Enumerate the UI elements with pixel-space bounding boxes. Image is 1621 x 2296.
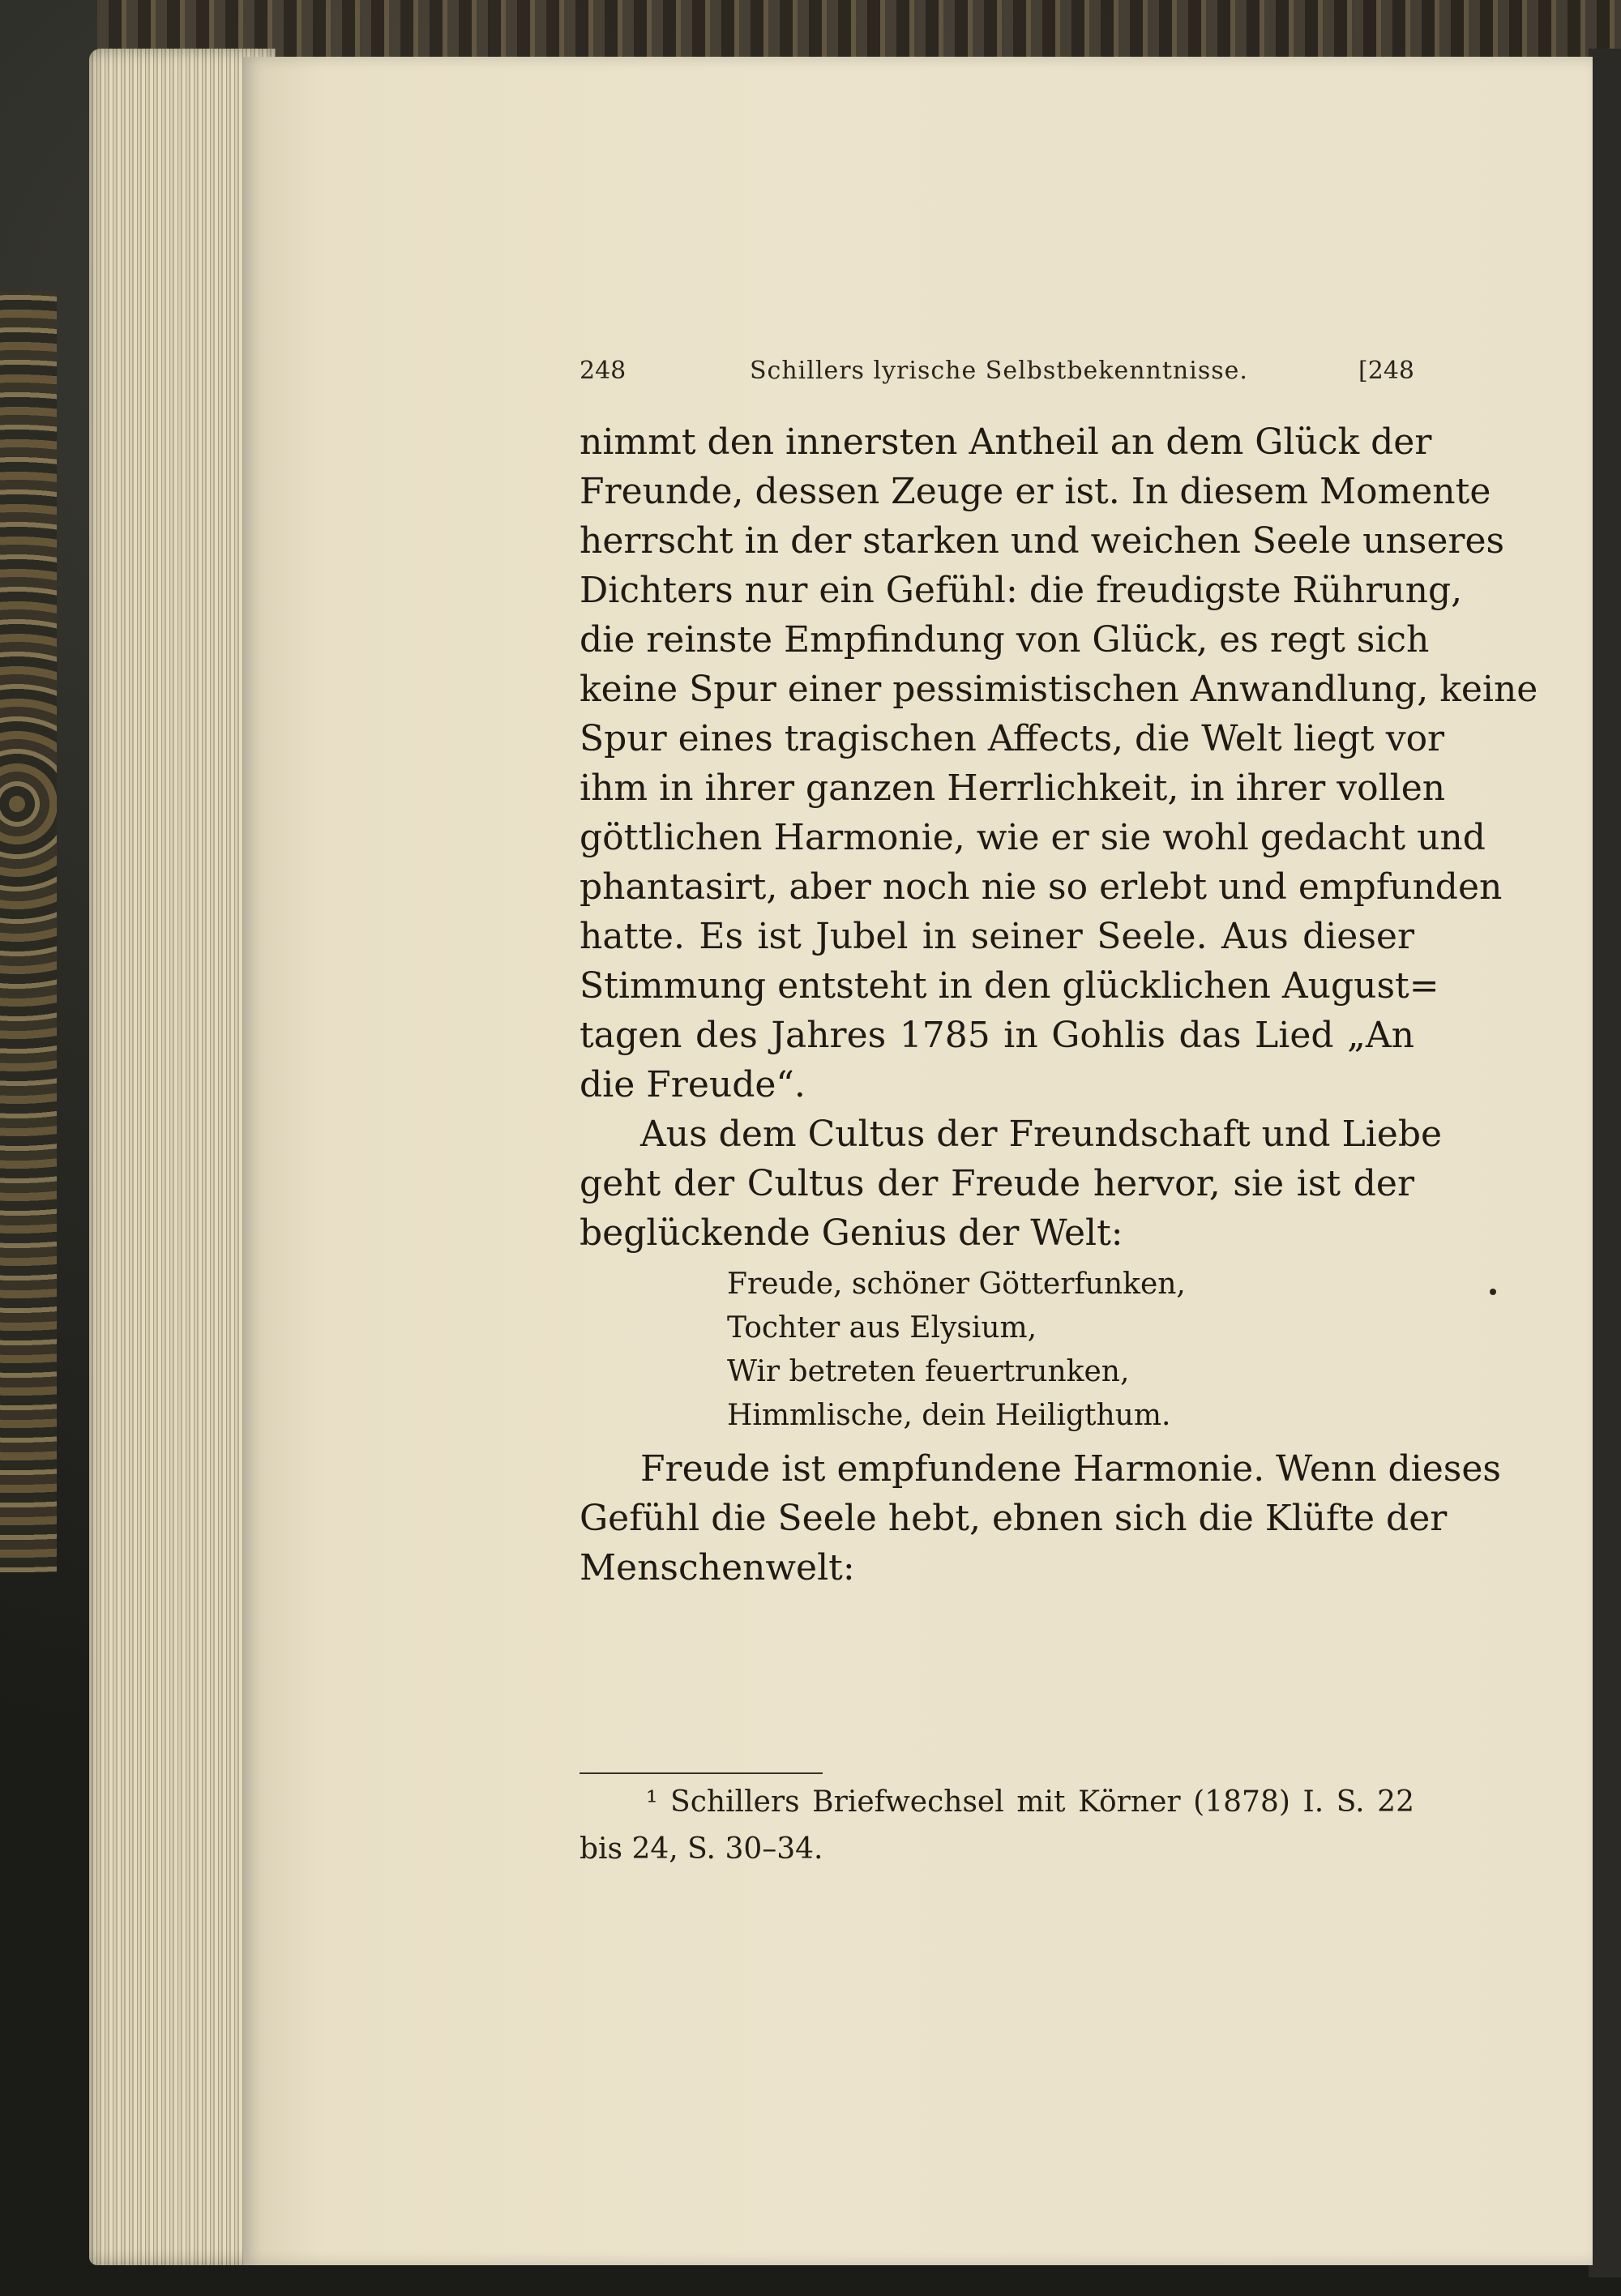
page-number-left: 248 <box>580 357 627 385</box>
running-head <box>580 357 1414 389</box>
verse-quote <box>580 1263 1414 1438</box>
footnote-rule <box>580 1772 823 1774</box>
running-title: Schillers lyrische Selbstbekenntnisse. <box>750 357 1248 385</box>
text-line: phantasirt, aber noch nie so erlebt und empfunden <box>580 866 1503 908</box>
text-line: Gefühl die Seele hebt, ebnen sich die Klüfte der <box>580 1498 1448 1539</box>
paragraph-2 <box>580 1110 1443 1258</box>
verse-line: Himmlische, dein Heiligthum. <box>727 1399 1171 1432</box>
text-line: die reinste Empfindung von Glück, es regt sich <box>580 619 1430 661</box>
footnote-line: bis 24, S. 30–34. <box>580 1832 823 1866</box>
text-line: nimmt den innersten Antheil an dem Glück der <box>580 421 1432 463</box>
text-line: herrscht in der starken und weichen Seele unseres <box>580 520 1505 562</box>
paragraph-3 <box>580 1444 1501 1593</box>
text-line: Freude ist empfundene Harmonie. Wenn dieses <box>640 1448 1501 1490</box>
verse-line: Wir betreten feuertrunken, <box>727 1355 1130 1388</box>
verse-line: Tochter aus Elysium, <box>727 1311 1037 1345</box>
paragraph-1 <box>580 417 1538 1110</box>
footnote <box>580 1779 1414 1873</box>
text-line: ihm in ihrer ganzen Herrlichkeit, in ihrer vollen <box>580 767 1446 809</box>
text-line: Dichters nur ein Gefühl: die freudigste Rührung, <box>580 570 1463 611</box>
text-line: tagen des Jahres 1785 in Gohlis das Lied „An <box>580 1015 1414 1056</box>
text-line: geht der Cultus der Freude hervor, sie ist der <box>580 1163 1414 1204</box>
text-line: göttlichen Harmonie, wie er sie wohl gedacht und <box>580 817 1486 858</box>
margin-mark <box>1490 1289 1496 1295</box>
book-right-edge <box>1589 49 1621 2277</box>
book-top-edge <box>97 0 1621 57</box>
body-text <box>580 417 1538 1593</box>
text-line: die Freude“. <box>580 1064 806 1105</box>
marbled-cover <box>0 292 57 1572</box>
text-line: Stimmung entsteht in den glücklichen August= <box>580 965 1439 1007</box>
text-line: hatte. Es ist Jubel in seiner Seele. Aus dieser <box>580 916 1414 957</box>
text-line: Spur eines tragischen Affects, die Welt liegt vor <box>580 718 1445 759</box>
page-number-right: [248 <box>1358 357 1414 385</box>
footnote-line: ¹ Schillers Briefwechsel mit Körner (1878) I. S. 22 <box>646 1785 1414 1819</box>
text-line: Menschenwelt: <box>580 1547 855 1588</box>
verse-line: Freude, schöner Götterfunken, <box>727 1268 1186 1301</box>
text-line: beglückende Genius der Welt: <box>580 1212 1123 1254</box>
text-line: keine Spur einer pessimistischen Anwandlung, keine <box>580 669 1538 710</box>
text-line: Aus dem Cultus der Freundschaft und Liebe <box>640 1114 1443 1155</box>
text-line: Freunde, dessen Zeuge er ist. In diesem Momente <box>580 471 1491 512</box>
